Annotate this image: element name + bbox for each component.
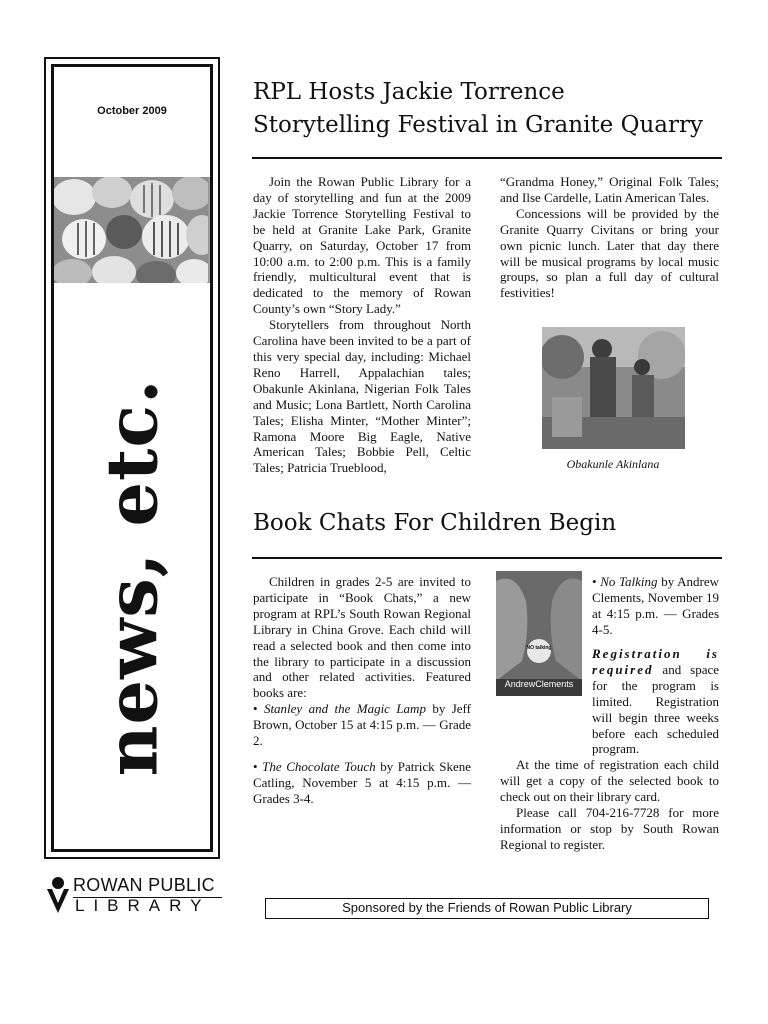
pumpkin-photo	[54, 177, 210, 283]
registration-text: and space for the program is limited. Registration will begin three weeks before each scheduled program.	[592, 661, 719, 757]
article1-right-column	[500, 174, 719, 301]
registration-label: Registration is required	[592, 646, 719, 677]
sidebar-frame	[44, 57, 220, 859]
book-title: Stanley and the Magic Lamp	[263, 701, 426, 717]
article1-rule	[252, 157, 722, 159]
issue-date: October 2009	[97, 105, 167, 117]
article2-para2: At the time of registration each child will get a copy of the selected book to check out on their library card.	[500, 757, 719, 805]
logo-line2: LIBRARY	[75, 896, 211, 915]
article2-right-column	[500, 646, 719, 853]
masthead-title: news, etc.	[90, 378, 174, 776]
logo-mark-icon	[45, 875, 71, 915]
article1-headline-line1: RPL Hosts Jackie Torrence	[253, 79, 565, 105]
photo-caption: Obakunle Akinlana	[566, 457, 660, 471]
library-logo	[45, 873, 225, 918]
sidebar-inner-frame	[51, 64, 213, 852]
book-details: by Jeff Brown, October 15 at 4:15 p.m. — Grade 2.	[253, 701, 471, 749]
article2-left-column	[253, 574, 471, 807]
article2-headline: Book Chats For Children Begin	[253, 510, 617, 536]
book-title: The Chocolate Touch	[262, 758, 376, 774]
book-cover-title: NO talking	[526, 645, 552, 651]
article1-para4: Concessions will be provided by the Granite Quarry Civitans or bring your own picnic lunch. Later that day there will be musical programs by local music groups, so plan a full day of cultural festivities!	[500, 205, 719, 301]
masthead	[54, 378, 210, 776]
book-cover-author: AndrewClements	[504, 679, 574, 689]
book-title: No Talking	[600, 574, 658, 589]
book-details: by Patrick Skene Catling, November 5 at 4:15 p.m. — Grades 3-4.	[253, 758, 471, 806]
article2-right-top-column	[592, 574, 719, 648]
book-details: by Andrew Clements, November 19 at 4:15 p.m. — Grades 4-5.	[592, 574, 719, 637]
book-item: • Stanley and the Magic Lamp by Jeff Brown, October 15 at 4:15 p.m. — Grade 2.	[253, 701, 471, 749]
storyteller-photo	[542, 327, 685, 449]
registration-para	[500, 646, 719, 757]
sponsor-banner: Sponsored by the Friends of Rowan Public Library	[265, 898, 709, 919]
article1-para2: Storytellers from throughout North Carolina have been invited to be a part of this very special day, including: Michael Reno Harrell, Appalachian tales; Obakunle Akinlana, Nigerian Folk Tales and Music; Lona Bartlett, North Carolina Tales; Elisha Minter, “Mother Minter”; Ramona Moore Big Eagle, Native American Tales; Bobbie Pell, Celtic Tales; Patricia Trueblood,	[253, 317, 471, 476]
article2-rule	[252, 557, 722, 559]
logo-line1: ROWAN PUBLIC	[73, 875, 215, 895]
article2-intro: Children in grades 2-5 are invited to participate in “Book Chats,” a new program at RPL’s South Rowan Regional Library in China Grove. Each child will read a selected book and then come into the library to participate in a discussion and other related activities. Featured books are:	[253, 574, 471, 701]
article1-headline	[253, 76, 703, 142]
book-item: • No Talking by Andrew Clements, November 19 at 4:15 p.m. — Grades 4-5.	[592, 574, 719, 637]
book-item: • The Chocolate Touch by Patrick Skene Catling, November 5 at 4:15 p.m. — Grades 3-4.	[253, 758, 471, 806]
article1-para1: Join the Rowan Public Library for a day of storytelling and fun at the 2009 Jackie Torrence Storytelling Festival to be held at Granite Lake Park, Granite Quarry, on Saturday, October 17 from 10:00 a.m. to 2:00 p.m. This is a family friendly, multicultural event that is dedicated to the memory of Rowan County’s own “Story Lady.”	[253, 174, 471, 317]
article1-headline-line2: Storytelling Festival in Granite Quarry	[253, 112, 703, 138]
article2-para3: Please call 704-216-7728 for more information or stop by South Rowan Regional to register.	[500, 805, 719, 852]
article1-para3: “Grandma Honey,” Original Folk Tales; and Ilse Cardelle, Latin American Tales.	[500, 174, 719, 205]
article1-left-column	[253, 174, 471, 476]
